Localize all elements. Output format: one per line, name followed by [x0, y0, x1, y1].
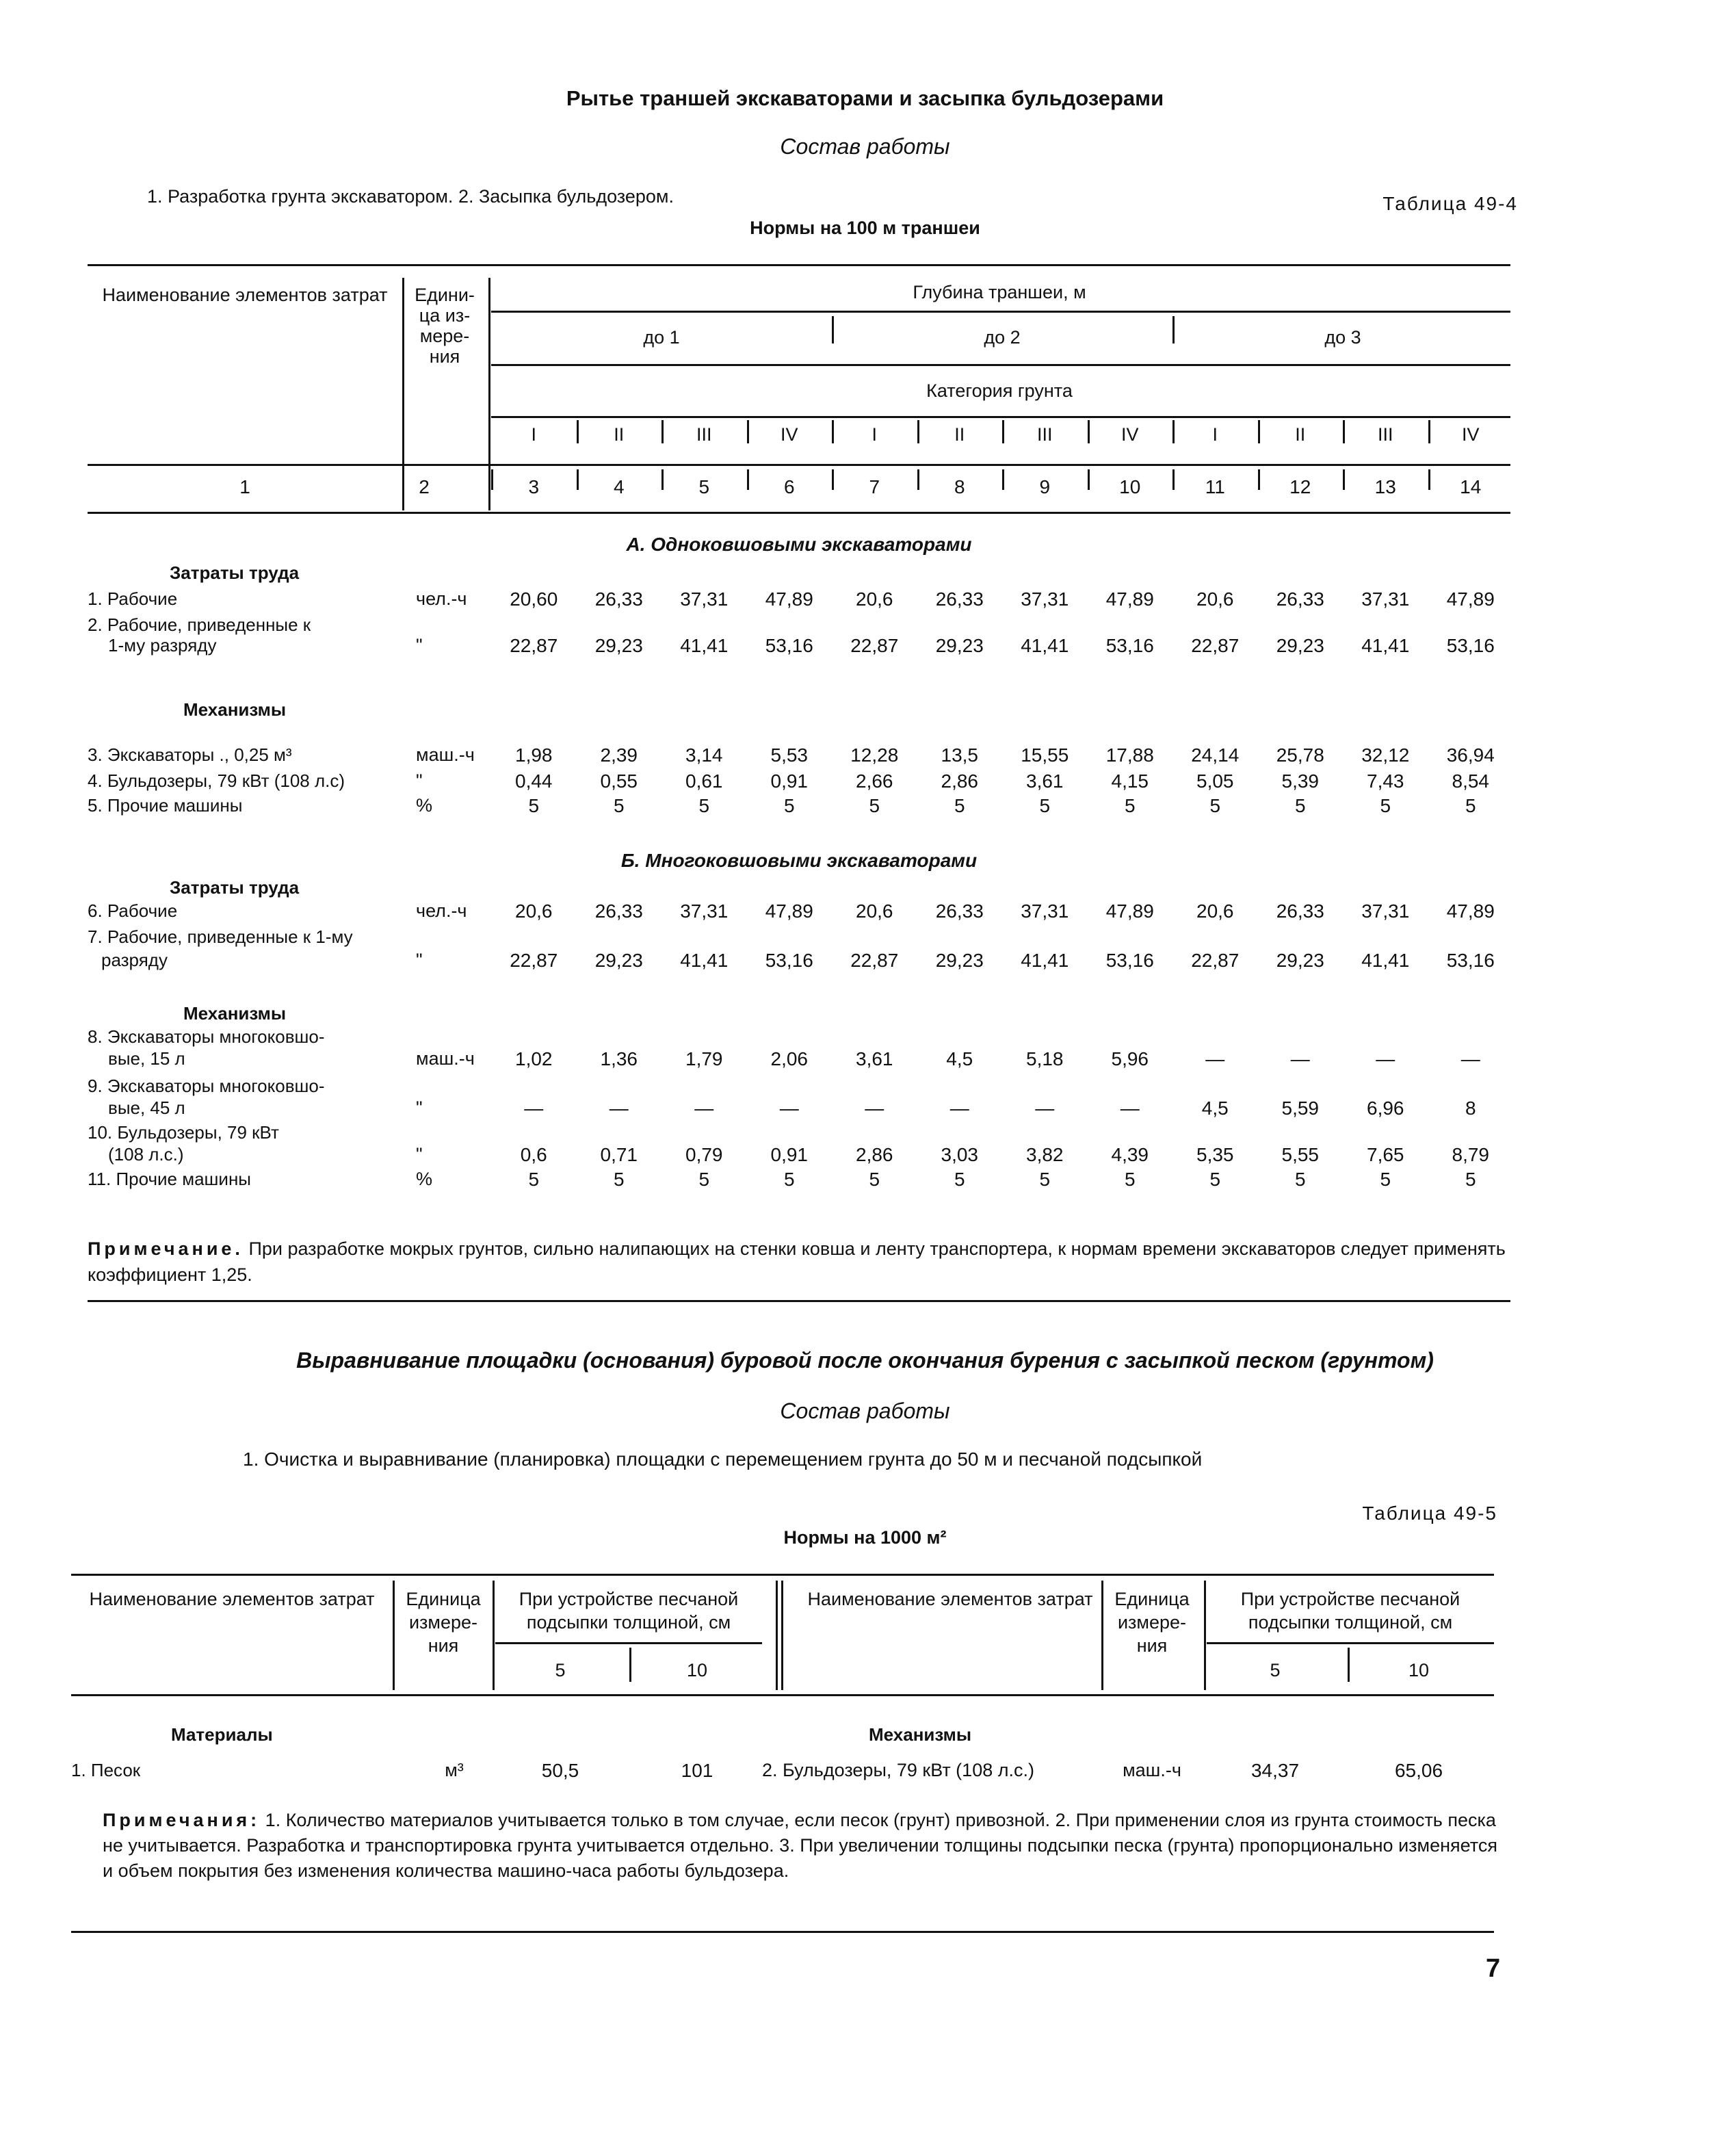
cell-value: 3,03 — [941, 1144, 978, 1165]
header-depth-group: до 3 — [1324, 327, 1361, 348]
cell-value: — — [609, 1098, 629, 1119]
cell-value: 3,61 — [856, 1048, 893, 1069]
cell-value: 5 — [1124, 795, 1136, 816]
cell-value: 20,6 — [515, 900, 553, 922]
divider — [1172, 316, 1175, 343]
t2-header-unit-right — [1104, 1587, 1200, 1657]
divider — [1172, 420, 1175, 443]
divider — [491, 469, 493, 490]
header-line: подсыпки толщиной, см — [526, 1612, 731, 1633]
cell-value: 5 — [698, 795, 710, 816]
row-label: 6. Рабочие — [88, 900, 178, 921]
t2-header-name-left: Наименование элементов затрат — [89, 1589, 375, 1609]
cell-value: 41,41 — [1361, 950, 1410, 971]
cell-value: 47,89 — [1105, 900, 1154, 922]
cell-value: 5 — [869, 795, 880, 816]
cell-value: 22,87 — [1191, 950, 1240, 971]
divider — [917, 469, 919, 490]
row-label: разряду — [101, 950, 168, 970]
cell-value: — — [1120, 1098, 1140, 1119]
cell-value: 32,12 — [1361, 744, 1410, 766]
cell-value: 5 — [1294, 795, 1306, 816]
divider — [917, 420, 919, 443]
cell-value: 29,23 — [594, 950, 643, 971]
divider — [1002, 469, 1004, 490]
cell-value: 3,14 — [685, 744, 723, 766]
header-line: Единица — [406, 1589, 481, 1609]
cell-value: 2,86 — [856, 1144, 893, 1165]
section2-composition: 1. Очистка и выравнивание (планировка) площадки с перемещением грунта до 50 м и песчаной подсыпкой — [243, 1449, 1203, 1470]
cell-value: — — [949, 1098, 969, 1119]
cell-value: 41,41 — [680, 950, 729, 971]
table-49-4-number: Таблица 49-4 — [1382, 193, 1518, 214]
cell-value: 5,35 — [1196, 1144, 1234, 1165]
cell-value: 15,55 — [1021, 744, 1069, 766]
cell-value: 47,89 — [1105, 588, 1154, 610]
t2-header-unit-left — [395, 1587, 491, 1657]
t2-header-name-right: Наименование элементов затрат — [807, 1589, 1093, 1609]
header-category-cell: III — [1036, 424, 1053, 445]
row-label: 3. Экскаваторы ., 0,25 м³ — [88, 744, 292, 765]
header-unit-line: мере- — [419, 326, 470, 346]
cell-value: 4,5 — [1201, 1098, 1229, 1119]
cell-value: 20,6 — [1196, 900, 1234, 922]
cell-value: 5 — [1380, 1169, 1391, 1190]
cell-value: 53,16 — [765, 635, 813, 656]
column-number: 8 — [954, 476, 965, 497]
cell-value: — — [1035, 1098, 1055, 1119]
cell-value: 22,87 — [510, 635, 558, 656]
separator-bottom — [71, 1931, 1494, 1933]
cell-value: 26,33 — [935, 588, 984, 610]
cell-value: — — [1205, 1048, 1225, 1069]
cell-value: 29,23 — [594, 635, 643, 656]
group-mech-b: Механизмы — [183, 1003, 287, 1024]
section2-title: Выравнивание площадки (основания) буровой после окончания бурения с засыпкой песком (грунтом) — [296, 1348, 1434, 1373]
cell-value: 8,54 — [1452, 770, 1489, 792]
column-number: 12 — [1289, 476, 1311, 497]
row-unit: " — [416, 1144, 423, 1165]
cell-value: 5 — [1294, 1169, 1306, 1190]
cell-value: 5 — [1465, 1169, 1476, 1190]
cell-value: 2,06 — [770, 1048, 808, 1069]
cell-value: 0,61 — [685, 770, 723, 792]
header-category: Категория грунта — [926, 380, 1073, 401]
divider — [747, 420, 749, 443]
cell-value: 47,89 — [1446, 900, 1495, 922]
row-bulldozer-unit: маш.-ч — [1123, 1760, 1181, 1780]
header-line: измере- — [1117, 1612, 1187, 1633]
row-label: вые, 45 л — [108, 1098, 185, 1118]
cell-value: 0,91 — [770, 770, 808, 792]
header-category-cell: I — [1212, 424, 1218, 445]
cell-value: 5,55 — [1281, 1144, 1319, 1165]
section-a-heading: А. Одноковшовыми экскаваторами — [626, 534, 972, 555]
cell-value: 5 — [613, 795, 625, 816]
cell-value: 26,33 — [594, 900, 643, 922]
column-number: 13 — [1374, 476, 1396, 497]
row-bulldozer-v5: 34,37 — [1250, 1760, 1300, 1781]
cell-value: 26,33 — [594, 588, 643, 610]
cell-value: — — [1460, 1048, 1480, 1069]
table-49-5-norms: Нормы на 1000 м² — [783, 1527, 947, 1548]
divider — [661, 420, 664, 443]
t2-sub-5-right: 5 — [1270, 1660, 1281, 1680]
header-line: При устройстве песчаной — [1240, 1589, 1460, 1609]
cell-value: 5 — [613, 1169, 625, 1190]
cell-value: 41,41 — [1361, 635, 1410, 656]
cell-value: 5,39 — [1281, 770, 1319, 792]
header-depth-group: до 2 — [984, 327, 1021, 348]
cell-value: 20,6 — [1196, 588, 1234, 610]
header-unit — [404, 285, 486, 367]
t2-header-thickness-left — [495, 1587, 762, 1634]
cell-value: 1,02 — [515, 1048, 553, 1069]
cell-value: 0,6 — [520, 1144, 547, 1165]
table-49-5-number: Таблица 49-5 — [1362, 1503, 1497, 1524]
header-category-cell: IV — [1461, 424, 1480, 445]
cell-value: 47,89 — [765, 588, 813, 610]
cell-value: 5,18 — [1026, 1048, 1064, 1069]
row-sand-v10: 101 — [681, 1760, 713, 1781]
cell-value: 5,96 — [1111, 1048, 1149, 1069]
row-bulldozer-label: 2. Бульдозеры, 79 кВт (108 л.с.) — [762, 1760, 1034, 1780]
cell-value: 24,14 — [1191, 744, 1240, 766]
divider — [1002, 420, 1004, 443]
group-labor-a: Затраты труда — [170, 562, 300, 583]
cell-value: 22,87 — [850, 950, 899, 971]
header-unit-line: Едини- — [415, 285, 475, 305]
separator — [88, 1300, 1510, 1302]
cell-value: 5,53 — [770, 744, 808, 766]
header-line: ния — [428, 1635, 459, 1656]
divider — [1088, 469, 1090, 490]
cell-value: 41,41 — [680, 635, 729, 656]
cell-value: 5 — [1039, 1169, 1051, 1190]
cell-value: 2,66 — [856, 770, 893, 792]
column-number: 14 — [1460, 476, 1482, 497]
cell-value: 29,23 — [1276, 950, 1324, 971]
table-49-5-note — [103, 1808, 1498, 1884]
t2-sub-10-left: 10 — [686, 1660, 708, 1680]
cell-value: 29,23 — [935, 635, 984, 656]
row-label: 2. Рабочие, приведенные к — [88, 614, 311, 635]
header-line: При устройстве песчаной — [519, 1589, 739, 1609]
page-number: 7 — [1486, 1954, 1501, 1983]
divider — [1428, 469, 1430, 490]
row-unit: чел.-ч — [416, 588, 467, 609]
note2-text: 1. Количество материалов учитывается только в том случае, если песок (грунт) привозной. 2. При применении слоя из грунта стоимость песка не учитывается. Разработка и транспортировка грунта учитывается отдельно. 3. При увеличении толщины подсыпки песка (грунта) пропорционально изменяется и объем покрытия без изменения количества машино-часа работы бульдозера. — [103, 1810, 1497, 1881]
row-sand-v5: 50,5 — [541, 1760, 579, 1781]
cell-value: 5 — [1209, 1169, 1221, 1190]
cell-value: 8 — [1465, 1098, 1476, 1119]
divider — [1258, 469, 1260, 490]
cell-value: 5 — [954, 1169, 965, 1190]
header-depth: Глубина траншеи, м — [913, 282, 1086, 302]
note-prefix: Примечание. — [88, 1238, 244, 1259]
header-category-cell: II — [614, 424, 625, 445]
cell-value: 37,31 — [1361, 588, 1410, 610]
cell-value: 8,79 — [1452, 1144, 1489, 1165]
cell-value: 41,41 — [1021, 950, 1069, 971]
divider — [832, 420, 834, 443]
header-category-cell: I — [871, 424, 877, 445]
header-category-cell: II — [1295, 424, 1306, 445]
divider — [1172, 469, 1175, 490]
cell-value: 1,79 — [685, 1048, 723, 1069]
row-label: 5. Прочие машины — [88, 795, 243, 816]
t2-sub-10-right: 10 — [1408, 1660, 1430, 1680]
row-unit: " — [416, 770, 423, 791]
note2-prefix: Примечания: — [103, 1810, 261, 1830]
row-label: 7. Рабочие, приведенные к 1-му — [88, 926, 353, 947]
column-number: 7 — [869, 476, 880, 497]
cell-value: 0,79 — [685, 1144, 723, 1165]
cell-value: 5 — [783, 795, 795, 816]
header-line: Единица — [1114, 1589, 1190, 1609]
cell-value: 37,31 — [680, 900, 729, 922]
row-unit: " — [416, 635, 423, 655]
cell-value: 1,98 — [515, 744, 553, 766]
cell-value: 5,05 — [1196, 770, 1234, 792]
row-unit: маш.-ч — [416, 1048, 475, 1069]
t2-header-thickness-right — [1207, 1587, 1494, 1634]
cell-value: 26,33 — [1276, 900, 1324, 922]
cell-value: 25,78 — [1276, 744, 1324, 766]
divider — [832, 469, 834, 490]
section1-composition: 1. Разработка грунта экскаватором. 2. Засыпка бульдозером. — [147, 186, 674, 207]
cell-value: 36,94 — [1446, 744, 1495, 766]
row-label: 1-му разряду — [108, 635, 217, 655]
cell-value: 47,89 — [765, 900, 813, 922]
cell-value: 29,23 — [935, 950, 984, 971]
cell-value: 53,16 — [1446, 635, 1495, 656]
row-label: 11. Прочие машины — [88, 1169, 251, 1189]
row-unit: " — [416, 1098, 423, 1118]
cell-value: 1,36 — [600, 1048, 638, 1069]
divider — [577, 420, 579, 443]
cell-value: 26,33 — [1276, 588, 1324, 610]
row-label: 10. Бульдозеры, 79 кВт — [88, 1122, 279, 1143]
cell-value: 5 — [528, 1169, 540, 1190]
cell-value: 5 — [1209, 795, 1221, 816]
cell-value: 20,6 — [856, 900, 893, 922]
cell-value: 12,28 — [850, 744, 899, 766]
column-number: 3 — [528, 476, 540, 497]
section1-title: Рытье траншей экскаваторами и засыпка бульдозерами — [566, 86, 1164, 110]
cell-value: 20,60 — [510, 588, 558, 610]
cell-value: 5 — [1124, 1169, 1136, 1190]
row-sand-unit: м³ — [445, 1760, 464, 1780]
header-category-cell: III — [1377, 424, 1393, 445]
note-text: При разработке мокрых грунтов, сильно налипающих на стенки ковша и ленту транспортера, к нормам времени экскаваторов следует применять коэффициент 1,25. — [88, 1238, 1506, 1285]
cell-value: 3,82 — [1026, 1144, 1064, 1165]
section2-subtitle: Состав работы — [780, 1399, 950, 1423]
header-category-cell: I — [531, 424, 536, 445]
row-unit: чел.-ч — [416, 900, 467, 921]
divider — [661, 469, 664, 490]
cell-value: 2,86 — [941, 770, 978, 792]
row-bulldozer-v10: 65,06 — [1394, 1760, 1443, 1781]
row-label: 4. Бульдозеры, 79 кВт (108 л.с) — [88, 770, 345, 791]
cell-value: — — [1376, 1048, 1395, 1069]
cell-value: 0,44 — [515, 770, 553, 792]
divider — [1343, 469, 1345, 490]
cell-value: 37,31 — [680, 588, 729, 610]
cell-value: 5 — [1380, 795, 1391, 816]
cell-value: 2,39 — [600, 744, 638, 766]
divider — [747, 469, 749, 490]
divider — [1258, 420, 1260, 443]
cell-value: 53,16 — [1105, 950, 1154, 971]
cell-value: — — [779, 1098, 799, 1119]
cell-value: 17,88 — [1105, 744, 1154, 766]
cell-value: 37,31 — [1021, 900, 1069, 922]
cell-value: 5 — [698, 1169, 710, 1190]
cell-value: 7,43 — [1367, 770, 1404, 792]
cell-value: 4,5 — [946, 1048, 973, 1069]
cell-value: 29,23 — [1276, 635, 1324, 656]
divider — [1428, 420, 1430, 443]
header-unit-line: ца из- — [419, 305, 471, 326]
cell-value: 5 — [783, 1169, 795, 1190]
row-unit: " — [416, 950, 423, 970]
divider — [577, 469, 579, 490]
cell-value: 4,15 — [1111, 770, 1149, 792]
cell-value: 22,87 — [850, 635, 899, 656]
divider — [1088, 420, 1090, 443]
cell-value: 4,39 — [1111, 1144, 1149, 1165]
cell-value: — — [524, 1098, 544, 1119]
cell-value: — — [1290, 1048, 1310, 1069]
section-b-heading: Б. Многоковшовыми экскаваторами — [620, 850, 978, 871]
cell-value: 53,16 — [1446, 950, 1495, 971]
column-number: 10 — [1119, 476, 1141, 497]
divider — [1343, 420, 1345, 443]
table-49-4-note — [88, 1236, 1510, 1288]
cell-value: 3,61 — [1026, 770, 1064, 792]
header-category-cell: II — [954, 424, 965, 445]
row-sand-label: 1. Песок — [71, 1760, 141, 1780]
cell-value: 5,59 — [1281, 1098, 1319, 1119]
cell-value: 26,33 — [935, 900, 984, 922]
cell-value: 53,16 — [1105, 635, 1154, 656]
cell-value: 47,89 — [1446, 588, 1495, 610]
cell-value: 41,41 — [1021, 635, 1069, 656]
column-number: 1 — [239, 476, 250, 497]
cell-value: 5 — [528, 795, 540, 816]
cell-value: 22,87 — [510, 950, 558, 971]
column-number: 11 — [1205, 476, 1225, 497]
row-unit: % — [416, 1169, 433, 1189]
header-unit-line: ния — [429, 346, 460, 367]
cell-value: 5 — [869, 1169, 880, 1190]
table-49-4-norms: Нормы на 100 м траншеи — [750, 218, 980, 238]
cell-value: 0,71 — [600, 1144, 638, 1165]
cell-value: 0,55 — [600, 770, 638, 792]
group-labor-b: Затраты труда — [170, 877, 300, 898]
section1-subtitle: Состав работы — [780, 134, 950, 159]
header-category-cell: IV — [780, 424, 798, 445]
header-category-cell: III — [696, 424, 712, 445]
group-mech-2: Механизмы — [869, 1724, 972, 1745]
header-line: подсыпки толщиной, см — [1248, 1612, 1453, 1633]
cell-value: 13,5 — [941, 744, 978, 766]
row-label: 1. Рабочие — [88, 588, 178, 609]
cell-value: 5 — [1039, 795, 1051, 816]
header-depth-group: до 1 — [643, 327, 680, 348]
cell-value: 5 — [954, 795, 965, 816]
divider — [832, 316, 834, 343]
cell-value: 0,91 — [770, 1144, 808, 1165]
column-number: 6 — [783, 476, 795, 497]
cell-value: 20,6 — [856, 588, 893, 610]
column-number: 5 — [698, 476, 710, 497]
header-name: Наименование элементов затрат — [102, 285, 388, 305]
column-number: 2 — [419, 476, 430, 497]
cell-value: 5 — [1465, 795, 1476, 816]
header-line: ния — [1136, 1635, 1168, 1656]
cell-value: 7,65 — [1367, 1144, 1404, 1165]
cell-value: — — [694, 1098, 714, 1119]
row-label: 8. Экскаваторы многоковшо- — [88, 1026, 325, 1047]
header-category-cell: IV — [1120, 424, 1139, 445]
row-label: 9. Экскаваторы многоковшо- — [88, 1076, 325, 1096]
group-mech-a: Механизмы — [183, 699, 287, 720]
cell-value: 6,96 — [1367, 1098, 1404, 1119]
column-number: 9 — [1039, 476, 1051, 497]
column-number: 4 — [613, 476, 625, 497]
row-unit: маш.-ч — [416, 744, 475, 765]
group-materials: Материалы — [171, 1724, 273, 1745]
header-line: измере- — [408, 1612, 478, 1633]
cell-value: 37,31 — [1361, 900, 1410, 922]
cell-value: 53,16 — [765, 950, 813, 971]
row-label: вые, 15 л — [108, 1048, 185, 1069]
cell-value: — — [865, 1098, 884, 1119]
row-unit: % — [416, 795, 433, 816]
cell-value: 37,31 — [1021, 588, 1069, 610]
row-label: (108 л.с.) — [108, 1144, 184, 1165]
t2-sub-5-left: 5 — [555, 1660, 566, 1680]
cell-value: 22,87 — [1191, 635, 1240, 656]
